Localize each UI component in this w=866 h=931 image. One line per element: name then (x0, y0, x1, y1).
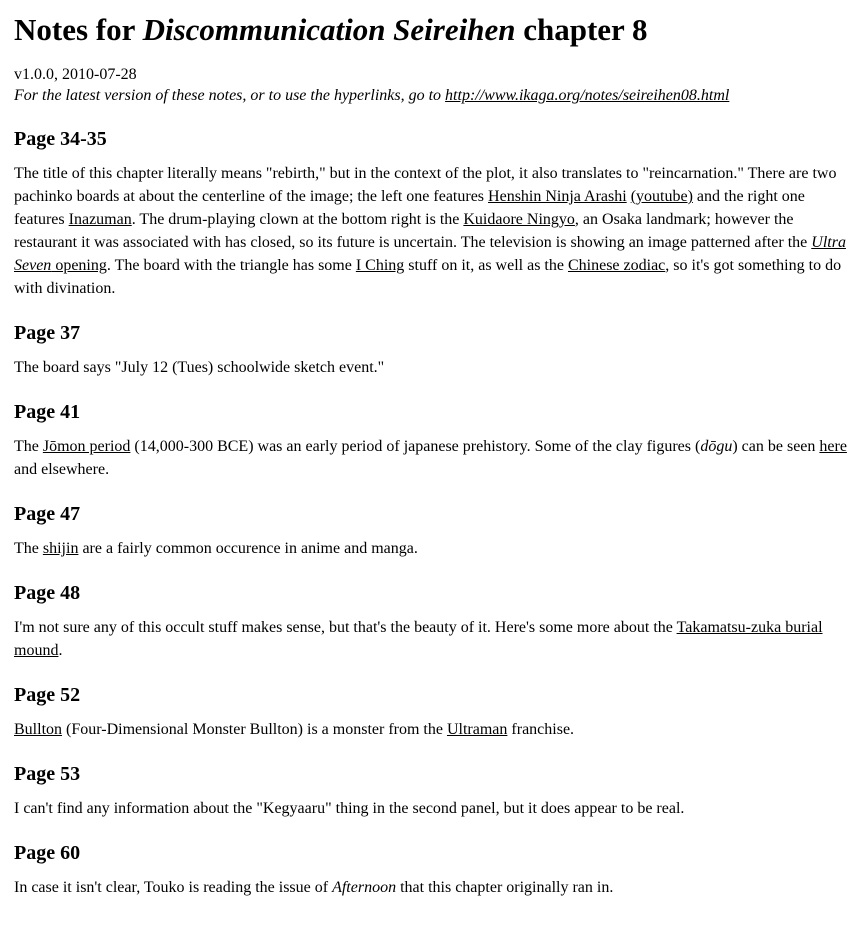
link-j-mon-period[interactable]: Jōmon period (42, 438, 131, 455)
intro-line (14, 85, 852, 106)
link-henshin-ninja-arashi[interactable]: Henshin Ninja Arashi (488, 188, 627, 205)
italic-text: dōgu (700, 438, 733, 455)
paragraph-text: ) can be seen (732, 438, 820, 455)
section-paragraph (14, 876, 852, 899)
link-inazuman[interactable]: Inazuman (68, 211, 132, 228)
paragraph-text: In case it isn't clear, Touko is reading the issue of (14, 879, 333, 896)
link-i-ching[interactable]: I Ching (355, 257, 405, 274)
link-shijin[interactable]: shijin (42, 540, 79, 557)
link-ultraman[interactable]: Ultraman (446, 721, 508, 738)
paragraph-text: The (14, 438, 43, 455)
paragraph-text: (14,000-300 BCE) was an early period of japanese prehistory. Some of the clay figures ( (130, 438, 701, 455)
paragraph-text: The (14, 540, 43, 557)
paragraph-text: . The board with the triangle has some (106, 257, 356, 274)
section-heading-page-34-35: Page 34-35 (14, 128, 107, 150)
link-kuidaore-ningyo[interactable]: Kuidaore Ningyo (463, 211, 575, 228)
section-paragraph (14, 435, 852, 481)
link-bullton[interactable]: Bullton (14, 721, 63, 738)
paragraph-text: stuff on it, as well as the (404, 257, 568, 274)
section-paragraph (14, 797, 852, 820)
section-paragraph (14, 718, 852, 741)
paragraph-text: The title of this chapter literally means "rebirth," but in the context of the plot, it also translates to "reincarnation." There are two pachinko boards at about the centerline of the image; the left one features (14, 165, 837, 205)
section-heading-page-52: Page 52 (14, 684, 81, 706)
paragraph-text: that this chapter originally ran in. (396, 879, 614, 896)
paragraph-text: . (58, 642, 63, 659)
paragraph-text: I'm not sure any of this occult stuff makes sense, but that's the beauty of it. Here's some more about the (14, 619, 677, 636)
intro-text: For the latest version of these notes, or to use the hyperlinks, go to (14, 87, 446, 104)
section-heading-page-41: Page 41 (14, 401, 81, 423)
section-heading-page-37: Page 37 (14, 322, 81, 344)
link-opening[interactable]: opening (51, 257, 107, 274)
section-heading-page-60: Page 60 (14, 842, 81, 864)
header-meta (14, 64, 852, 106)
paragraph-text: franchise. (507, 721, 575, 738)
paragraph-text: and the right one features (14, 188, 805, 228)
version-line: v1.0.0, 2010-07-28 (14, 66, 137, 83)
page-title-suffix: chapter 8 (515, 12, 648, 47)
link-chinese-zodiac[interactable]: Chinese zodiac (567, 257, 666, 274)
italic-text: Afternoon (332, 879, 397, 896)
intro-url-link[interactable]: http://www.ikaga.org/notes/seireihen08.html (445, 87, 730, 104)
paragraph-text: and elsewhere. (14, 461, 110, 478)
paragraph-text: are a fairly common occurence in anime and manga. (78, 540, 418, 557)
section-heading-page-47: Page 47 (14, 503, 81, 525)
link-here[interactable]: here (819, 438, 847, 455)
link-takamatsu-zuka-burial-mound[interactable]: Takamatsu-zuka burial mound (14, 619, 823, 659)
paragraph-text: The board says "July 12 (Tues) schoolwide sketch event." (14, 359, 385, 376)
paragraph-text: . The drum-playing clown at the bottom right is the (131, 211, 464, 228)
section-paragraph (14, 537, 852, 560)
paragraph-text: (Four-Dimensional Monster Bullton) is a monster from the (62, 721, 447, 738)
paragraph-text: I can't find any information about the "Kegyaaru" thing in the second panel, but it does appear to be real. (14, 800, 685, 817)
page-title-prefix: Notes for (14, 12, 143, 47)
paragraph-text: , an Osaka landmark; however the restaurant it was associated with has closed, so its future is uncertain. The television is showing an image patterned after the (14, 211, 812, 251)
notes-sections (14, 128, 852, 899)
link-youtube[interactable]: (youtube) (630, 188, 693, 205)
section-heading-page-48: Page 48 (14, 582, 81, 604)
section-heading-page-53: Page 53 (14, 763, 81, 785)
page-title (14, 12, 852, 48)
link-ultra-seven[interactable]: Ultra Seven (14, 234, 846, 274)
section-paragraph (14, 162, 852, 300)
section-paragraph (14, 616, 852, 662)
section-paragraph (14, 356, 852, 379)
page-title-work-italic: Discommunication Seireihen (142, 12, 516, 47)
paragraph-text: , so it's got something to do with divination. (14, 257, 842, 297)
